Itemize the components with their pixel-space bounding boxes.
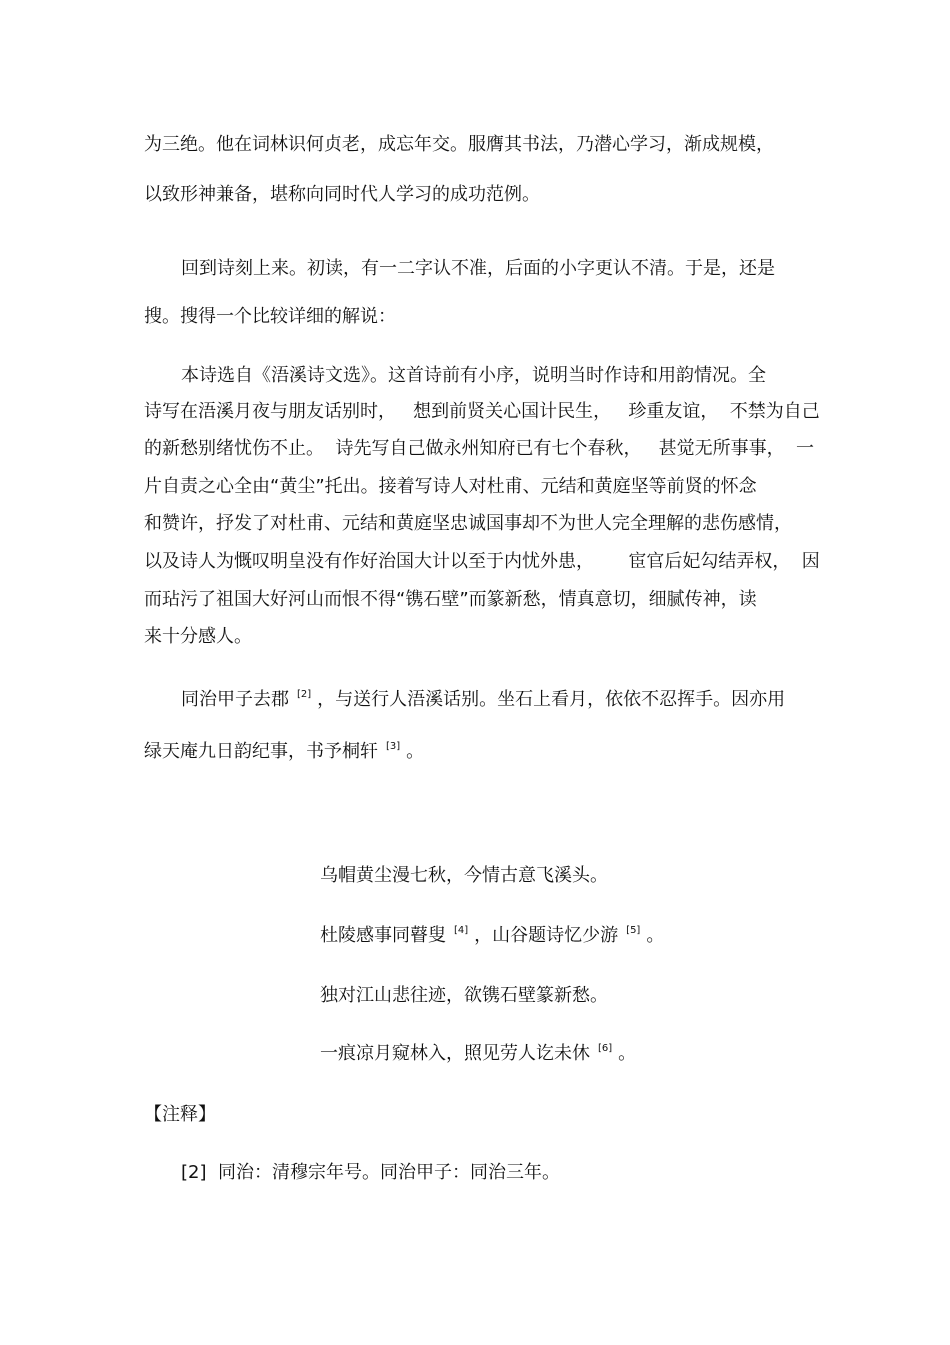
footnote-ref-2[interactable]: [2] [297, 689, 312, 700]
poem-text: 。 [618, 1043, 637, 1064]
preface-text: ，与送行人浯溪话别。坐石上看月，依依不忍挥手。因亦用 [317, 689, 786, 710]
note-2: [2] 同治：清穆宗年号。同治甲子：同治三年。 [181, 1162, 560, 1183]
para1-line1: 为三绝。他在词林识何贞老，成忘年交。服膺其书法，乃潜心学习，渐成规模， [144, 134, 774, 155]
poem-text: 一痕凉月窥林入，照见劳人讫未休 [320, 1043, 590, 1064]
para1-line2: 以致形神兼备，堪称向同时代人学习的成功范例。 [144, 184, 540, 205]
commentary-line: 以及诗人为慨叹明皇没有作好治国大计以至于内忧外患， 宦官后妃勾结弄权， 因 [144, 551, 820, 572]
preface-text: 同治甲子去郡 [181, 689, 289, 710]
footnote-ref-6[interactable]: [6] [598, 1043, 613, 1054]
notes-heading: 【注释】 [144, 1104, 216, 1125]
poem-line4 [320, 1043, 636, 1068]
poem-text: 杜陵感事同瞽叟 [320, 925, 446, 946]
para2-line1: 回到诗刻上来。初读，有一二字认不准，后面的小字更认不清。于是，还是 [181, 258, 775, 279]
preface-line1 [181, 689, 785, 714]
commentary-line: 来十分感人。 [144, 626, 252, 647]
poem-text: ，山谷题诗忆少游 [474, 925, 619, 946]
para2-line2: 搜。搜得一个比较详细的解说： [144, 306, 396, 327]
footnote-ref-4[interactable]: [4] [454, 925, 469, 936]
preface-text: 。 [406, 741, 425, 762]
commentary-line: 诗写在浯溪月夜与朋友话别时， 想到前贤关心国计民生， 珍重友谊， 不禁为自己 [144, 401, 820, 422]
footnote-ref-5[interactable]: [5] [626, 925, 641, 936]
poem-line2 [320, 925, 664, 950]
poem-text: 。 [646, 925, 665, 946]
footnote-ref-3[interactable]: [3] [386, 741, 401, 752]
poem-line1: 乌帽黄尘漫七秋，今情古意飞溪头。 [320, 865, 608, 886]
preface-text: 绿天庵九日韵纪事，书予桐轩 [144, 741, 378, 762]
commentary-line: 片自责之心全由“黄尘”托出。接着写诗人对杜甫、元结和黄庭坚等前贤的怀念 [144, 476, 757, 497]
preface-line2 [144, 741, 424, 766]
poem-line3: 独对江山悲往迹，欲镌石壁篆新愁。 [320, 985, 608, 1006]
commentary-line: 的新愁别绪忧伤不止。 诗先写自己做永州知府已有七个春秋， 甚觉无所事事， 一 [144, 438, 815, 459]
commentary-line: 和赞许，抒发了对杜甫、元结和黄庭坚忠诚国事却不为世人完全理解的悲伤感情， [144, 513, 792, 534]
commentary-line: 本诗选自《浯溪诗文选》。这首诗前有小序，说明当时作诗和用韵情况。全 [181, 365, 766, 386]
commentary-line: 而玷污了祖国大好河山而恨不得“镌石壁”而篆新愁，情真意切，细腻传神，读 [144, 589, 757, 610]
